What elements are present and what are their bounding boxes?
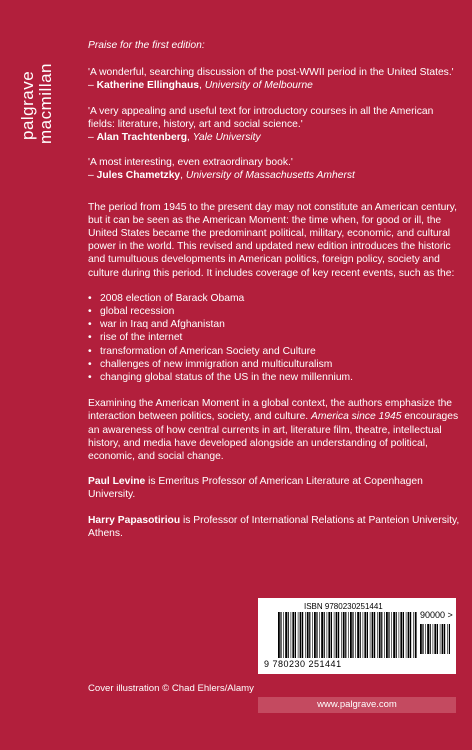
context-text: encourages an awareness of how central currents in art, literature film, theatre, intellectual history, and media have developed alongside an understanding of political, economic, and social change.: [88, 411, 459, 463]
review-quote: [88, 156, 460, 182]
list-item: • 2008 election of Barack Obama: [88, 292, 460, 305]
quote-text: 'A very appealing and useful text for introductory courses in all the American fields: literature, history, art and social science.': [88, 105, 434, 130]
review-quote: [88, 66, 460, 92]
publisher-logo: [8, 44, 56, 154]
author-bio: [88, 514, 460, 540]
list-item: • rise of the internet: [88, 331, 460, 344]
isbn-label: ISBN 9780230251441: [304, 602, 383, 611]
author-bio-text: is Professor of International Relations at Panteion University, Athens.: [88, 514, 460, 539]
author-name: Paul Levine: [88, 476, 146, 488]
price-barcode-bars: [420, 624, 450, 654]
reviewer-affiliation: Yale University: [192, 132, 261, 144]
logo-line-macmillan: macmillan: [36, 62, 55, 144]
quote-attribution: [88, 169, 460, 182]
list-item: • global recession: [88, 305, 460, 318]
list-item: • war in Iraq and Afghanistan: [88, 318, 460, 331]
barcode-digits: 9 780230 251441: [264, 659, 342, 669]
quote-text: 'A most interesting, even extraordinary book.': [88, 157, 293, 169]
separator: ,: [180, 170, 186, 182]
publisher-url: www.palgrave.com: [258, 697, 456, 713]
reviewer-name: Jules Chametzky: [96, 170, 181, 182]
author-name: Harry Papasotiriou: [88, 514, 181, 526]
separator: ,: [187, 132, 193, 144]
dash: –: [88, 170, 97, 182]
reviewer-name: Katherine Ellinghaus: [96, 80, 200, 92]
reviewer-affiliation: University of Massachusetts Amherst: [185, 170, 355, 182]
list-item: • challenges of new immigration and multiculturalism: [88, 358, 460, 371]
cover-credit: Cover illustration © Chad Ehlers/Alamy: [88, 683, 254, 694]
reviewer-affiliation: University of Melbourne: [204, 80, 313, 92]
book-description: The period from 1945 to the present day may not constitute an American century, but it can be seen as the American Moment: the time when, for good or ill, the United States became the predominant political, military, economic, and cultural power in the world. This revised and updated new edition introduces the historic and tumultuous developments in American politics, foreign policy, society and culture during this period. It includes coverage of key recent events, such as the:: [88, 201, 457, 279]
book-title: America since 1945: [311, 411, 402, 423]
barcode-bars: [278, 612, 418, 658]
cover-text: [88, 39, 460, 552]
praise-heading: Praise for the first edition:: [88, 40, 205, 51]
list-item: • changing global status of the US in the new millennium.: [88, 371, 460, 384]
logo-line-palgrave: palgrave: [18, 70, 37, 140]
dash: –: [88, 80, 97, 92]
quote-attribution: [88, 131, 460, 144]
price-code: 90000 >: [420, 610, 453, 620]
separator: ,: [199, 80, 205, 92]
review-quote: [88, 105, 460, 145]
key-events-list: [88, 292, 460, 384]
author-bio-text: is Emeritus Professor of American Literature at Copenhagen University.: [88, 476, 423, 501]
context-paragraph: [88, 397, 460, 463]
reviewer-name: Alan Trachtenberg: [96, 132, 187, 144]
quote-text: 'A wonderful, searching discussion of the post-WWII period in the United States.': [88, 67, 454, 79]
context-text: Examining the American Moment in a global context, the authors emphasize the interaction between politics, society, and culture.: [88, 398, 453, 423]
list-item: • transformation of American Society and Culture: [88, 345, 460, 358]
quote-attribution: [88, 79, 460, 92]
author-bio: [88, 475, 460, 501]
dash: –: [88, 132, 97, 144]
barcode: [258, 598, 456, 674]
